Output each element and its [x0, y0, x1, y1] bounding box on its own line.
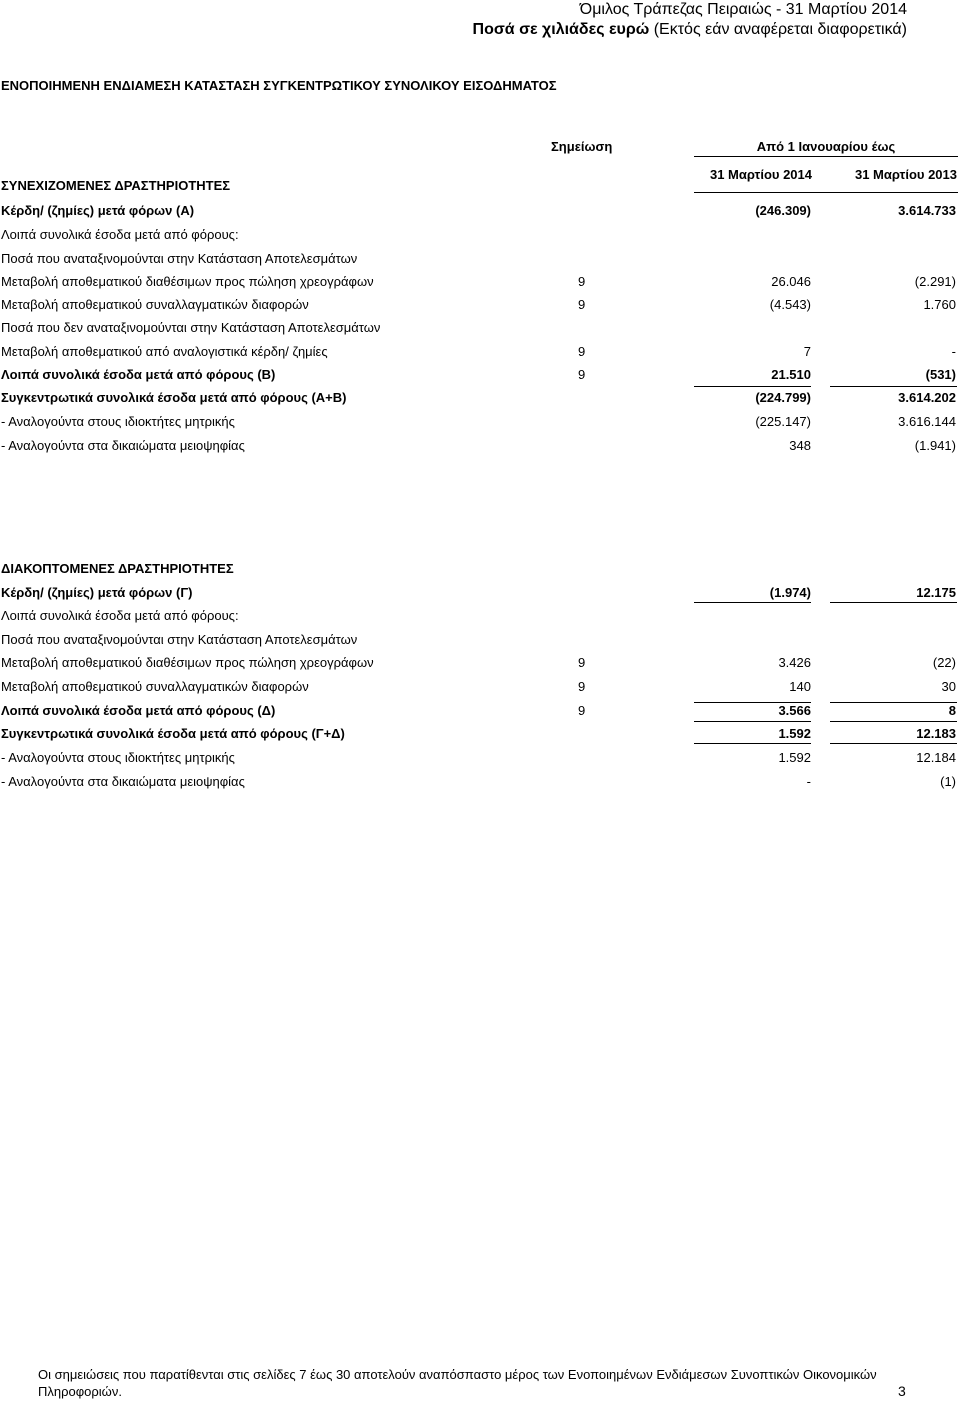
row-value-2014: 21.510 [771, 367, 811, 382]
continuing-section-title: ΣΥΝΕΧΙΖΟΜΕΝΕΣ ΔΡΑΣΤΗΡΙΟΤΗΤΕΣ [1, 178, 231, 193]
subtotal-line-a [694, 386, 811, 387]
row-value-2013: 3.614.202 [898, 390, 956, 405]
row-note: 9 [578, 297, 586, 312]
row-label: Κέρδη/ (ζημίες) μετά φόρων (Α) [1, 203, 195, 218]
row-note: 9 [578, 274, 586, 289]
table-row [0, 367, 960, 385]
row-value-2013: 12.183 [916, 726, 956, 741]
row-label: - Αναλογούντα στους ιδιοκτήτες μητρικής [1, 414, 235, 429]
row-value-2014: 1.592 [778, 750, 811, 765]
row-label: Λοιπά συνολικά έσοδα μετά από φόρους: [1, 227, 239, 242]
discontinued-section-title: ΔΙΑΚΟΠΤΟΜΕΝΕΣ ΔΡΑΣΤΗΡΙΟΤΗΤΕΣ [1, 561, 234, 576]
disc-total-line-b [830, 721, 957, 722]
row-label: Μεταβολή αποθεματικού από αναλογιστικά κέρδη/ ζημίες [1, 344, 328, 359]
row-value-2013: (22) [932, 655, 956, 670]
row-value-2014: 7 [803, 344, 811, 359]
row-value-2014: (224.799) [755, 390, 811, 405]
table-row [0, 438, 960, 456]
row-label: Λοιπά συνολικά έσοδα μετά από φόρους (Β) [1, 367, 276, 382]
row-value-2014: 26.046 [771, 274, 811, 289]
disc-total-underline-a [694, 743, 811, 744]
table-row [0, 227, 960, 245]
row-value-2014: (246.309) [755, 203, 811, 218]
row-value-2014: 3.566 [778, 703, 811, 718]
disc-total-underline-b [830, 743, 957, 744]
amounts-header [473, 21, 907, 39]
row-value-2013: 3.614.733 [898, 203, 956, 218]
table-row [0, 632, 960, 650]
disc-subtotal-line-b [830, 702, 957, 703]
row-label: Μεταβολή αποθεματικού διαθέσιμων προς πώληση χρεογράφων [1, 655, 374, 670]
row-value-2014: 3.426 [778, 655, 811, 670]
table-row [0, 679, 960, 697]
period-header-rule [694, 156, 958, 157]
table-row [0, 297, 960, 315]
row-label: Μεταβολή αποθεματικού συναλλαγματικών διαφορών [1, 297, 309, 312]
row-note: 9 [578, 344, 586, 359]
table-row [0, 251, 960, 269]
row-note: 9 [578, 679, 586, 694]
report-title: ΕΝΟΠΟΙΗΜΕΝΗ ΕΝΔΙΑΜΕΣΗ ΚΑΤΑΣΤΑΣΗ ΣΥΓΚΕΝΤΡΩΤΙΚΟΥ ΣΥΝΟΛΙΚΟΥ ΕΙΣΟΔΗΜΑΤΟΣ [1, 78, 557, 93]
table-row [0, 320, 960, 338]
table-row [0, 390, 960, 408]
row-label: Ποσά που δεν αναταξινομούνται στην Κατάσταση Αποτελεσμάτων [1, 320, 381, 335]
row-label: Λοιπά συνολικά έσοδα μετά από φόρους: [1, 608, 239, 623]
row-label: Συγκεντρωτικά συνολικά έσοδα μετά από φόρους (Α+Β) [1, 390, 347, 405]
table-row [0, 274, 960, 292]
row-value-2013: (531) [925, 367, 956, 382]
table-row [0, 585, 960, 603]
disc-total-line-a [694, 721, 811, 722]
row-value-2013: 8 [948, 703, 956, 718]
row-label: Ποσά που αναταξινομούνται στην Κατάσταση Αποτελεσμάτων [1, 251, 358, 266]
row-note: 9 [578, 703, 586, 718]
row-value-2013: (2.291) [914, 274, 956, 289]
table-row [0, 774, 960, 792]
row-value-2014: (225.147) [755, 414, 811, 429]
table-row [0, 414, 960, 432]
row-value-2014: 140 [789, 679, 811, 694]
row-value-2014: (4.543) [769, 297, 811, 312]
table-row [0, 344, 960, 362]
row-value-2014: - [806, 774, 811, 789]
table-row [0, 608, 960, 626]
row-value-2013: - [951, 344, 956, 359]
table-row [0, 655, 960, 673]
amounts-unit: Ποσά σε χιλιάδες ευρώ [472, 21, 650, 38]
table-row [0, 750, 960, 768]
row-value-2013: 3.616.144 [898, 414, 956, 429]
table-row [0, 703, 960, 721]
row-value-2013: 12.175 [916, 585, 956, 600]
disc-subtotal-line-a [694, 702, 811, 703]
table-row [0, 203, 960, 221]
row-value-2014: 1.592 [778, 726, 811, 741]
row-label: Μεταβολή αποθεματικού διαθέσιμων προς πώληση χρεογράφων [1, 274, 374, 289]
row-label: Κέρδη/ (ζημίες) μετά φόρων (Γ) [1, 585, 193, 600]
row-note: 9 [578, 367, 586, 382]
period-column-header: Από 1 Ιανουαρίου έως [756, 139, 896, 154]
row-label: - Αναλογούντα στα δικαιώματα μειοψηφίας [1, 774, 245, 789]
row-value-2013: (1.941) [914, 438, 956, 453]
row-value-2014: (1.974) [769, 585, 811, 600]
row-label: - Αναλογούντα στους ιδιοκτήτες μητρικής [1, 750, 235, 765]
row-value-2013: 12.184 [916, 750, 956, 765]
row-value-2013: 30 [941, 679, 956, 694]
row-value-2013: 1.760 [923, 297, 956, 312]
column-2013-header: 31 Μαρτίου 2013 [854, 167, 957, 182]
table-row [0, 726, 960, 744]
row-value-2014: 348 [789, 438, 811, 453]
row-label: Συγκεντρωτικά συνολικά έσοδα μετά από φόρους (Γ+Δ) [1, 726, 345, 741]
company-header: Όμιλος Τράπεζας Πειραιώς - 31 Μαρτίου 2014 [579, 1, 907, 18]
disc-profit-line-b [830, 602, 957, 603]
row-value-2013: (1) [940, 774, 956, 789]
row-label: Μεταβολή αποθεματικού συναλλαγματικών διαφορών [1, 679, 309, 694]
row-label: - Αναλογούντα στα δικαιώματα μειοψηφίας [1, 438, 245, 453]
note-column-header: Σημείωση [551, 139, 613, 154]
footer-note: Οι σημειώσεις που παρατίθενται στις σελίδες 7 έως 30 αποτελούν αναπόσπαστο μέρος των Ενοποιημένων Ενδιάμεσων Συνοπτικών Οικονομικών Πληροφοριών. [38, 1367, 877, 1399]
row-note: 9 [578, 655, 586, 670]
header-underline [694, 192, 958, 193]
row-label: Ποσά που αναταξινομούνται στην Κατάσταση Αποτελεσμάτων [1, 632, 358, 647]
disc-profit-line-a [694, 602, 811, 603]
amounts-note: (Εκτός εάν αναφέρεται διαφορετικά) [649, 21, 907, 38]
row-label: Λοιπά συνολικά έσοδα μετά από φόρους (Δ) [1, 703, 276, 718]
page-number: 3 [898, 1383, 906, 1399]
subtotal-line-b [830, 386, 957, 387]
column-2014-header: 31 Μαρτίου 2014 [709, 167, 812, 182]
